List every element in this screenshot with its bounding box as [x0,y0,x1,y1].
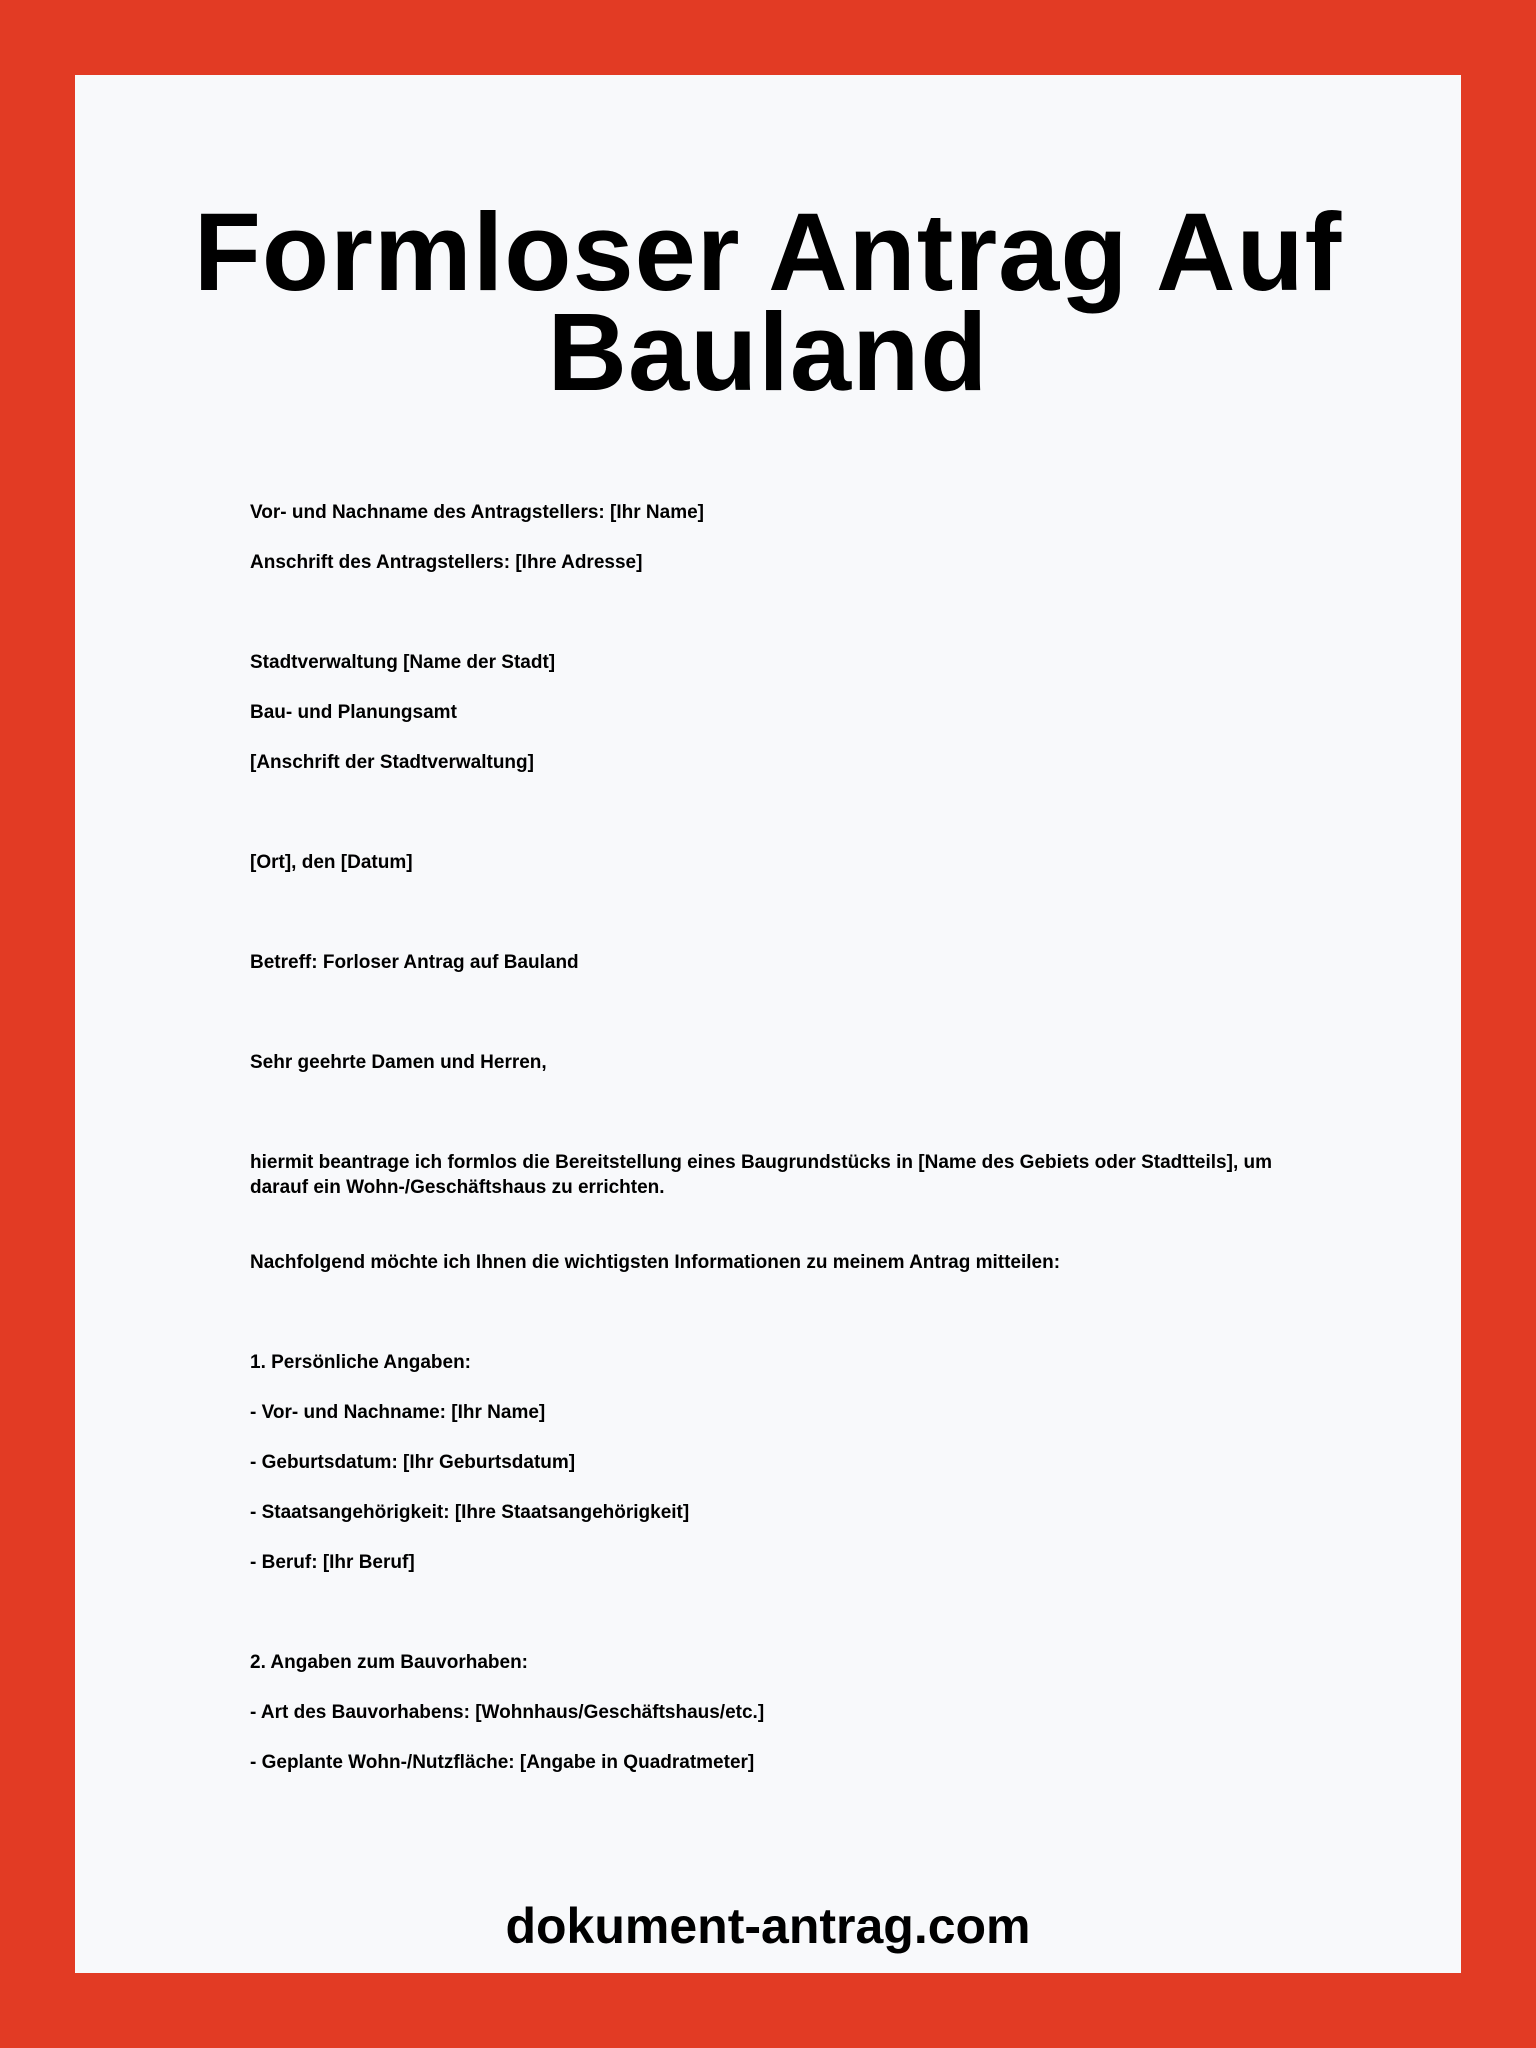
footer-website: dokument-antrag.com [505,1898,1031,1954]
section-heading-personal: 1. Persönliche Angaben: [250,1352,472,1373]
document-page [75,75,1461,1973]
title-line-2: Bauland [547,291,989,414]
salutation-line: Sehr geehrte Damen und Herren, [250,1052,547,1073]
recipient-city-line: Stadtverwaltung [Name der Stadt] [250,652,556,673]
list-item-birthdate: - Geburtsdatum: [Ihr Geburtsdatum] [250,1452,576,1473]
document-title [75,191,1461,414]
title-line-1: Formloser Antrag Auf [193,191,1343,314]
request-paragraph: hiermit beantrage ich formlos die Bereitstellung eines Baugrundstücks in [Name des Gebiets oder Stadtteils], um darauf ein Wohn-/Geschäftshaus zu errichten. [250,1152,1273,1198]
subject-line: Betreff: Forloser Antrag auf Bauland [250,952,579,973]
list-item-floor-area: - Geplante Wohn-/Nutzfläche: [Angabe in Quadratmeter] [250,1752,755,1773]
list-item-project-type: - Art des Bauvorhabens: [Wohnhaus/Geschäftshaus/etc.] [250,1702,765,1723]
applicant-address-line: Anschrift des Antragstellers: [Ihre Adresse] [250,552,643,573]
intro-paragraph: Nachfolgend möchte ich Ihnen die wichtigsten Informationen zu meinem Antrag mitteilen: [250,1252,1061,1273]
applicant-name-line: Vor- und Nachname des Antragstellers: [Ihr Name] [250,502,704,523]
recipient-office-line: Bau- und Planungsamt [250,702,457,723]
recipient-address-line: [Anschrift der Stadtverwaltung] [250,752,534,773]
section-heading-project: 2. Angaben zum Bauvorhaben: [250,1652,528,1673]
list-item-profession: - Beruf: [Ihr Beruf] [250,1552,415,1573]
place-date-line: [Ort], den [Datum] [250,852,413,873]
list-item-citizenship: - Staatsangehörigkeit: [Ihre Staatsangehörigkeit] [250,1502,690,1523]
list-item-name: - Vor- und Nachname: [Ihr Name] [250,1402,546,1423]
